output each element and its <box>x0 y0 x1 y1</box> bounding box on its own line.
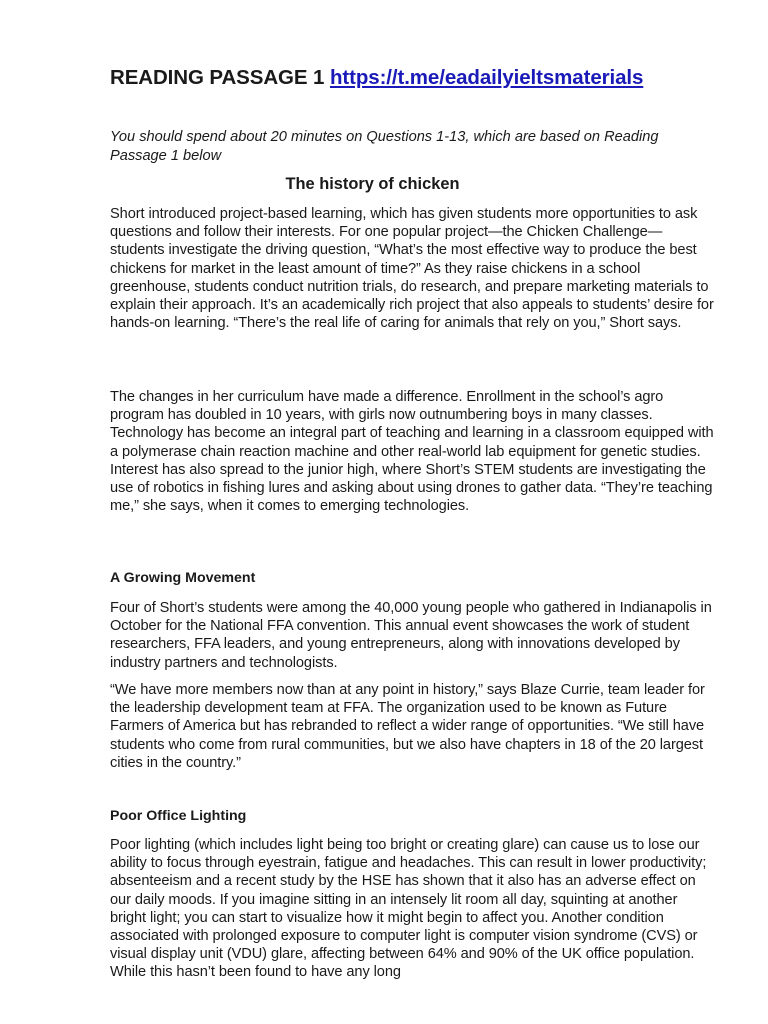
passage-header <box>110 66 643 90</box>
paragraph-5: Poor lighting (which includes light being too bright or creating glare) can cause us to lose our ability to focus through eyestrain, fatigue and headaches. This can result in lower productivity; absenteeism and a recent study by the HSE has shown that it also has an adverse effect on our daily moods. If you imagine sitting in an intensely lit room all day, squinting at another bright light; you can start to visualize how it might begin to affect you. Another condition associated with prolonged exposure to computer light is computer vision syndrome (CVS) or visual display unit (VDU) glare, affecting between 64% and 90% of the UK office population. While this hasn’t been found to have any long <box>110 837 707 981</box>
paragraph-3: Four of Short’s students were among the 40,000 young people who gathered in Indianapolis in October for the National FFA convention. This annual event showcases the work of student researchers, FFA leaders, and young entrepreneurs, along with innovations developed by industry partners and technologists. <box>110 600 712 671</box>
passage-title: The history of chicken <box>285 175 460 193</box>
paragraph-4: “We have more members now than at any point in history,” says Blaze Currie, team leader for the leadership development team at FFA. The organization used to be known as Future Farmers of America but has rebranded to reflect a wider range of opportunities. “We still have students who come from rural communities, but we also have chapters in 18 of the 20 largest cities in the country.” <box>110 682 705 771</box>
telegram-link[interactable]: https://t.me/eadailyieltsmaterials <box>329 66 644 89</box>
paragraph-2: The changes in her curriculum have made a difference. Enrollment in the school’s agro program has doubled in 10 years, with girls now outnumbering boys in many classes. Technology has become an integral part of teaching and learning in a classroom equipped with a polymerase chain reaction machine and other real-world lab equipment for genetic studies. Interest has also spread to the junior high, where Short’s STEM students are investigating the use of robotics in fishing lures and asking about using drones to gather data. “They’re teaching me,” she says, when it comes to emerging technologies. <box>110 389 714 515</box>
subheading-growing-movement: A Growing Movement <box>110 570 256 586</box>
paragraph-1: Short introduced project-based learning, which has given students more opportunities to ask questions and follow their interests. For one popular project—the Chicken Challenge— students investigate the driving question, “What’s the most effective way to produce the best chickens for market in the least amount of time?” As they raise chickens in a school greenhouse, students conduct nutrition trials, do research, and prepare marketing materials to explain their approach. It’s an academically rich project that also appeals to students’ desire for hands-on learning. “There’s the real life of caring for animals that rely on you,” Short says. <box>110 206 714 332</box>
subheading-poor-office-lighting: Poor Office Lighting <box>110 808 247 824</box>
instructions-text: You should spend about 20 minutes on Questions 1-13, which are based on Reading Passage 1 below <box>110 129 659 164</box>
passage-label: READING PASSAGE 1 <box>110 66 325 89</box>
